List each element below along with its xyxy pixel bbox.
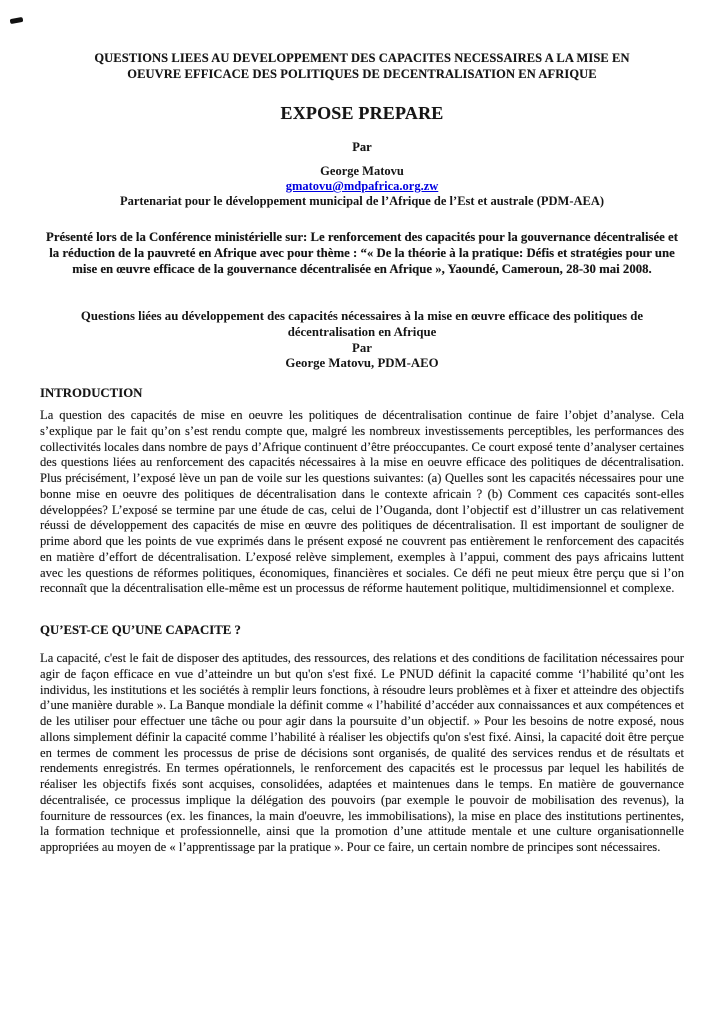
author-email-line <box>40 179 684 194</box>
restated-byline-label: Par <box>352 340 372 355</box>
document-title: QUESTIONS LIEES AU DEVELOPPEMENT DES CAPACITES NECESSAIRES A LA MISE EN OEUVRE EFFICACE DES POLITIQUES DE DECENTRALISATION EN AFRIQUE <box>94 51 630 81</box>
author-block <box>40 164 684 209</box>
author-email-link[interactable]: gmatovu@mdpafrica.org.zw <box>285 179 439 193</box>
restated-title: Questions liées au développement des capacités nécessaires à la mise en œuvre efficace des politiques de décentralisation en Afrique <box>80 309 644 339</box>
byline-label: Par <box>352 140 372 154</box>
section-heading-capacity: QU’EST-CE QU’UNE CAPACITE ? <box>40 623 241 638</box>
author-affiliation: Partenariat pour le développement municipal de l’Afrique de l’Est et australe (PDM-AEA) <box>119 194 605 208</box>
capacity-paragraph: La capacité, c'est le fait de disposer des aptitudes, des ressources, des relations et des conditions de facilitation nécessaires pour agir de façon efficace en vue d’atteindre un but qu'on s'est fixé. Le PNUD définit la capacité comme ‘l’habilité qu’ont les individus, les institutions et les sociétés à remplir leurs fonctions, à résoudre leurs problèmes et à fixer et atteindre des objectifs d’une manière durable ». La Banque mondiale la définit comme « l’habilité d’accéder aux connaissances et aux compétences et de les utiliser pour effectuer une tâche ou pour agir dans la poursuite d’un objectif. » Pour les besoins de notre exposé, nous allons simplement définir la capacité comme l’habilité à réaliser les objectifs qu'on s'est fixé. Ainsi, la capacité doit être perçue en termes de comment les processus de prise de décisions sont organisés, de qualité des services rendus et de résultats et rendements enregistrés. En termes opérationnels, le renforcement des capacités est le processus par lequel les habilités de réaliser les objectifs fixés sont acquises, consolidées, adaptées et maintenues dans le temps. En matière de gouvernance décentralisée, ce processus implique la délégation des pouvoirs (par exemple le pouvoir de mobilisation des revenus), la fourniture de ressources (ex. les finances, la main d'oeuvre, les immobilisations), la mise en place des institutions pertinentes, la formation technique et professionnelle, ainsi que la promotion d’une attitude mentale et une culture organisationnelle appropriées au moyen de « l’apprentissage par la pratique ». Pour ce faire, un certain nombre de principes sont nécessaires. <box>40 651 684 855</box>
restated-author: George Matovu, PDM-AEO <box>285 356 439 371</box>
introduction-paragraph: La question des capacités de mise en oeuvre les politiques de décentralisation continue de faire l’objet d’analyse. Cela s’explique par le fait qu’on s’est rendu compte que, malgré les nombreux investissements perceptibles, les performances des collectivités locales dans nombre de pays d’Afrique continuent d’être préoccupantes. Ce court exposé tente d’analyser certaines des questions liées au renforcement des capacités nécessaires à la mise en oeuvre efficace des politiques de décentralisation. Plus précisément, l’exposé lève un pan de voile sur les questions suivantes: (a) Quelles sont les capacités nécessaires pour une bonne mise en oeuvre des politiques de décentralisation dans le contexte africain ? (b) Comment ces capacités sont-elles développées? L’exposé se termine par une étude de cas, celui de l’Ouganda, dont l’objectif est d’illustrer un cas relativement réussi de développement des capacités de mise en œuvre des politiques de décentralisation. Il est important de souligner de prime abord que les points de vue exprimés dans le présent exposé ne couvrent pas entièrement le renforcement des capacités en matière d’effort de décentralisation. L’exposé relève simplement, exemples à l’appui, comment des pays africains luttent avec les questions de réformes politiques, économiques, financières et sociales. Ce défi ne peut mieux être perçu que si l’on reconnaît que la décentralisation elle-même est un processus de réforme hautement politique, multidimensionnel et complexe. <box>40 408 684 596</box>
author-name: George Matovu <box>320 164 404 178</box>
restated-title-block <box>40 309 684 372</box>
document-subtitle: EXPOSE PREPARE <box>280 103 444 123</box>
conference-note: Présenté lors de la Conférence ministérielle sur: Le renforcement des capacités pour la gouvernance décentralisée et la réduction de la pauvreté en Afrique avec pour thème : “« De la théorie à la pratique: Défis et stratégies pour une mise en œuvre efficace de la gouvernance décentralisée en Afrique », Yaoundé, Cameroun, 28-30 mai 2008. <box>46 230 678 276</box>
scan-artifact-mark <box>10 17 24 24</box>
section-heading-introduction: INTRODUCTION <box>40 386 143 401</box>
